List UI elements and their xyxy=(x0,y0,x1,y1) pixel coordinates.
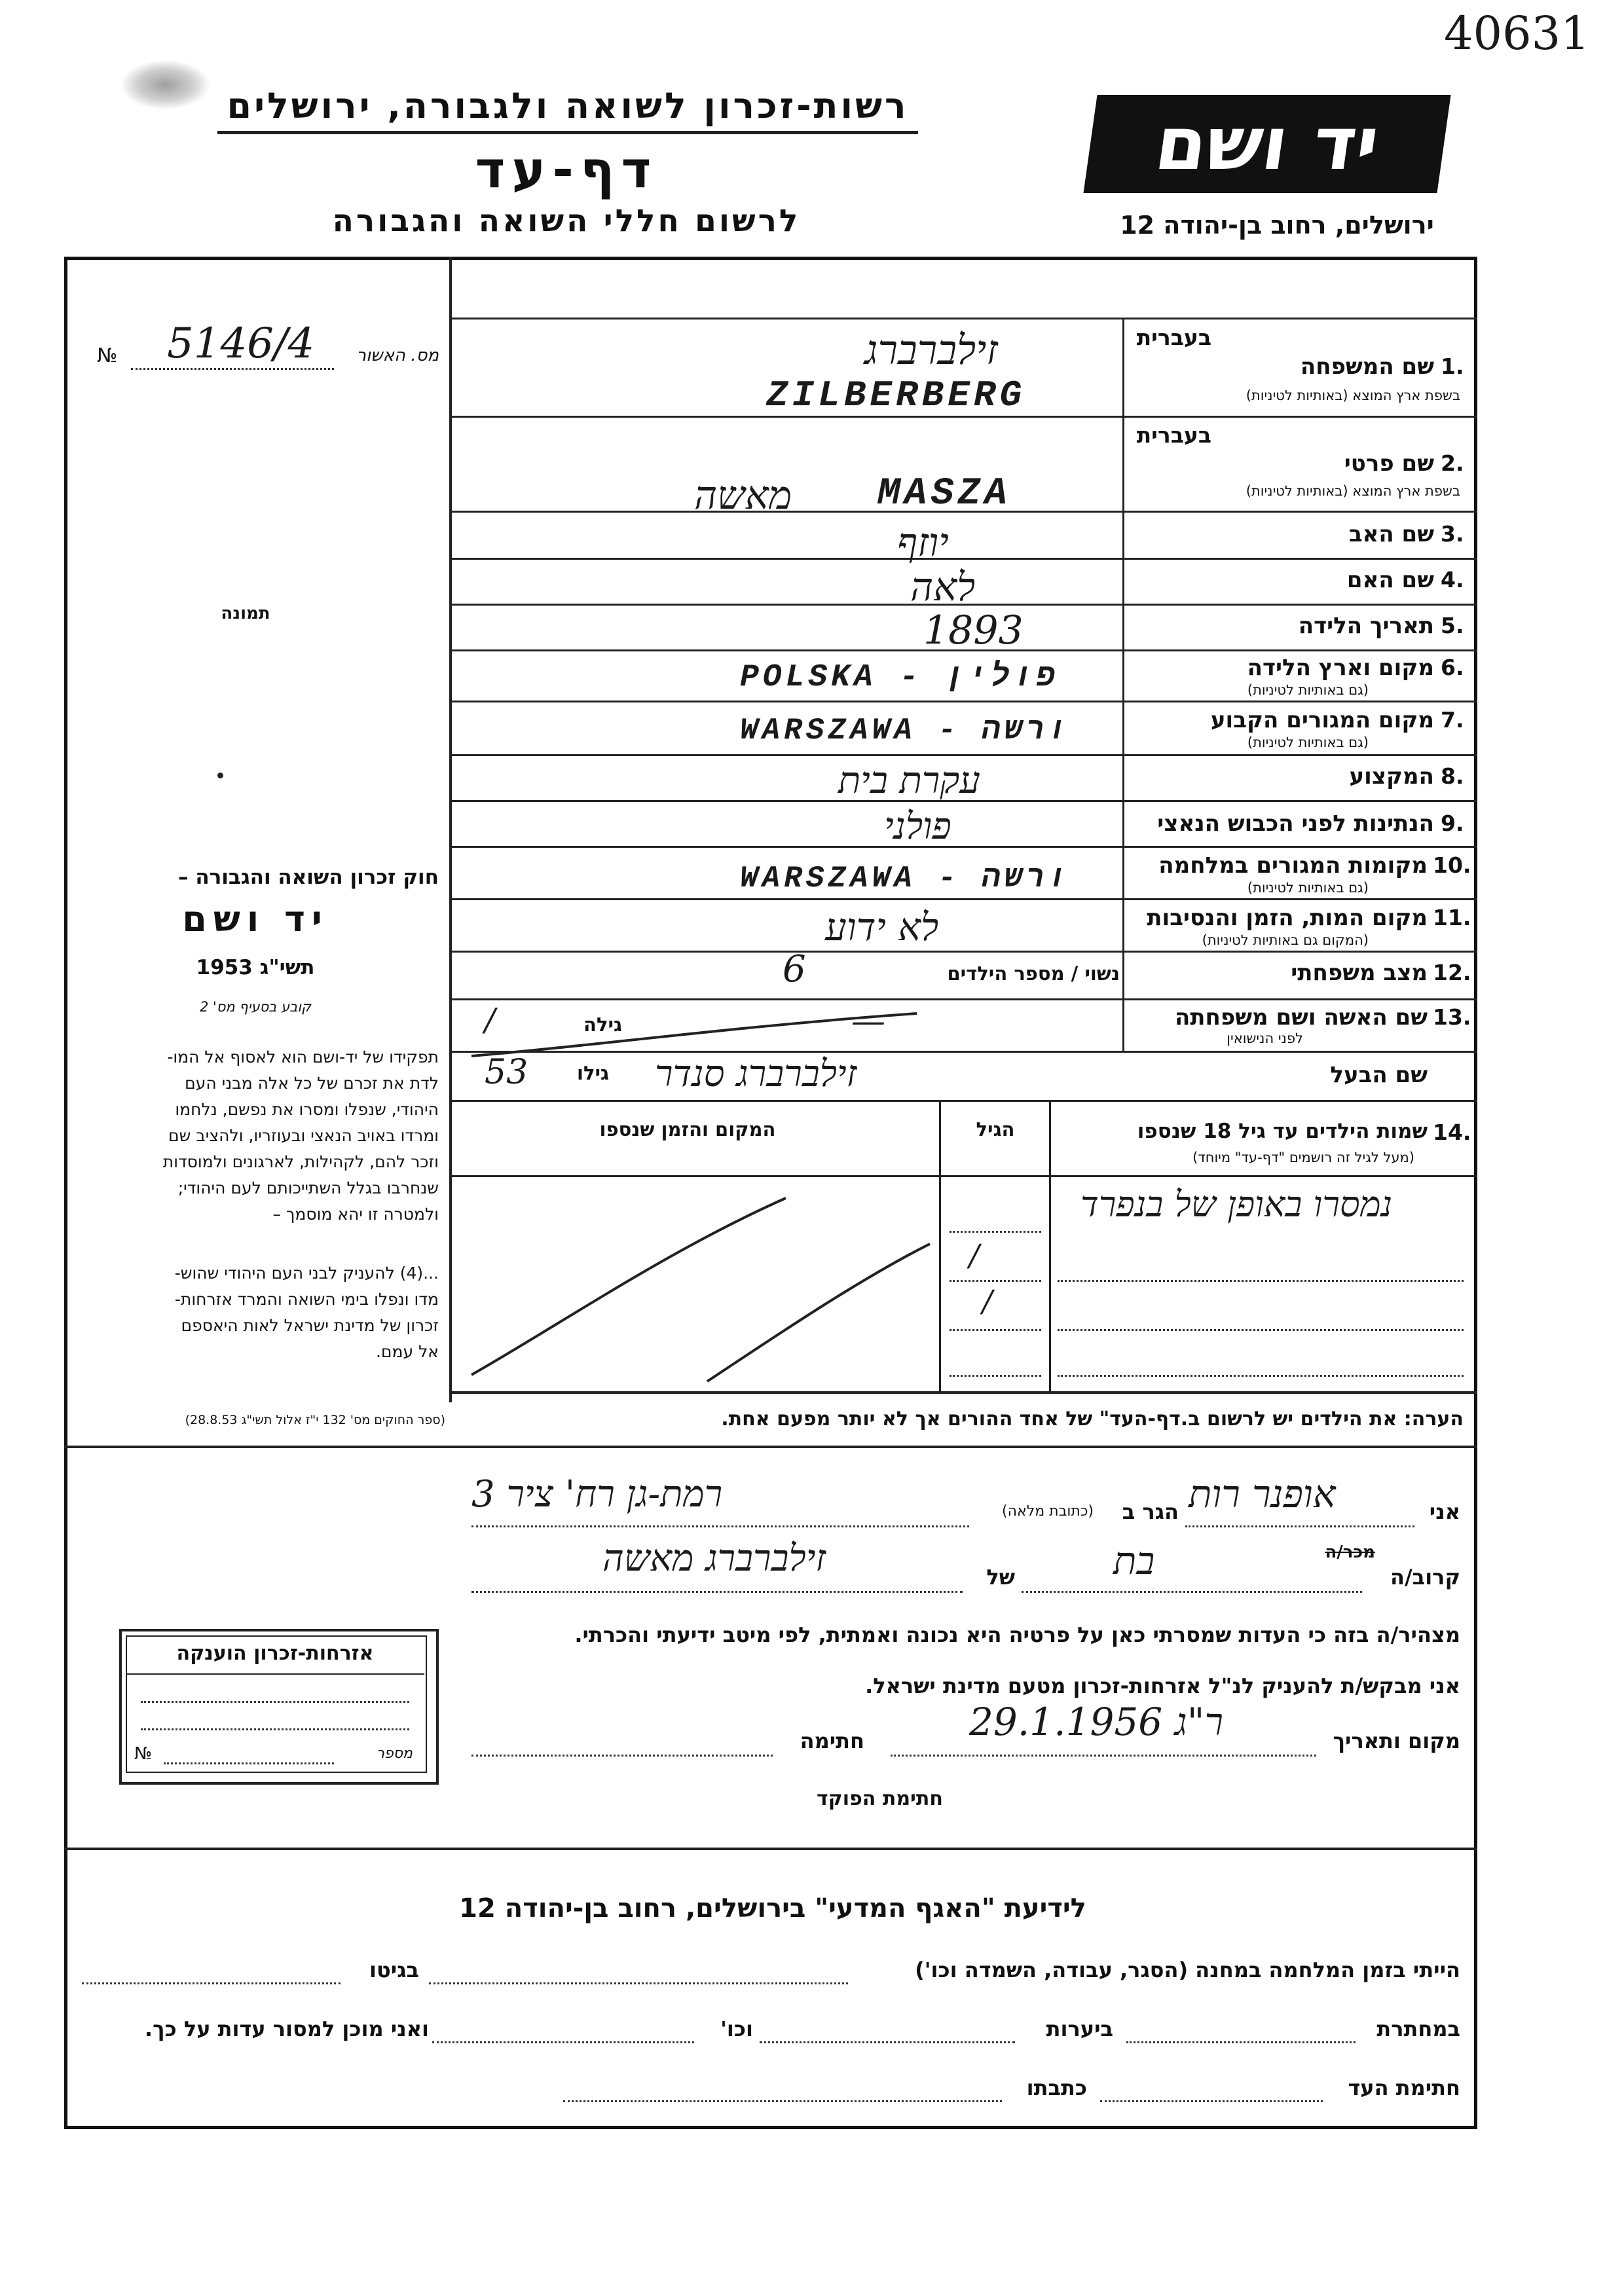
request-text: אני מבקש/ת להעניק לנ"ל אזרחות-זכרון מטעם מדינת ישראל. xyxy=(865,1673,1460,1698)
field-label-wartime-residence: מקומות המגורים במלחמה xyxy=(1158,852,1428,879)
approval-label: מס. האשור xyxy=(356,346,439,365)
value-birth-place: POLSKA - פולין xyxy=(740,660,1060,695)
value-surname-hebrew: זילברברג xyxy=(864,326,998,374)
section-divider-full xyxy=(64,1446,1477,1448)
child-age-dots xyxy=(950,1329,1041,1331)
citizenship-title-rule xyxy=(126,1673,424,1675)
left-column-divider xyxy=(449,257,452,1402)
child-name-dots xyxy=(1058,1280,1464,1282)
child-name-dots xyxy=(1058,1329,1464,1331)
row-line xyxy=(449,1100,1477,1102)
row-line xyxy=(449,754,1477,756)
bottom-line2-c: וכו' xyxy=(720,2016,753,2041)
law-line: שנחרבו בגלל השתייכותם לעם היהודי; xyxy=(177,1178,439,1197)
field-sub-birth-place: (גם באותיות לטיניות) xyxy=(1247,682,1369,698)
field-sub-wife: לפני הנישואין xyxy=(1227,1030,1303,1046)
bottom-line3-a: חתימת העד xyxy=(1348,2075,1460,2100)
field-husband-age-label: גילו xyxy=(577,1062,609,1084)
row-line xyxy=(449,951,1477,953)
value-first-name-hebrew: מאשה xyxy=(694,473,792,519)
value-mother-name: לאה xyxy=(910,564,976,610)
bottom-line1-dots-b xyxy=(82,1982,341,1984)
field-number-8: 8. xyxy=(1441,763,1464,789)
relation-dots xyxy=(1022,1591,1362,1593)
label-column-divider xyxy=(1122,318,1124,1051)
form-title: דף-עד xyxy=(475,141,658,200)
field-label-death: מקום המות, הזמן והנסיבות xyxy=(1147,905,1428,931)
value-residence: WARSZAWA - ורשה xyxy=(740,714,1071,748)
citizenship-title: אזרחות-זכרון הוענקה xyxy=(176,1642,374,1665)
official-signature-label: חתימת הפוקד xyxy=(817,1787,943,1810)
row-line xyxy=(449,701,1477,702)
value-children-note: נמסרו באופן של בנפרד xyxy=(1080,1184,1393,1225)
field-number-14: 14. xyxy=(1433,1120,1471,1145)
bottom-line2-dots-b xyxy=(760,2041,1015,2043)
bottom-line1-end: בגיטו xyxy=(369,1958,419,1982)
law-line: וזכר להם, לקהילות, לארגונים ולמוסדות xyxy=(162,1152,439,1171)
field-label-surname: שם המשפחה xyxy=(1300,354,1434,380)
declarant-name-dots xyxy=(1185,1525,1414,1527)
citizenship-number-dots xyxy=(164,1762,334,1764)
header-rule xyxy=(217,131,918,134)
row-line xyxy=(449,558,1477,560)
law-source: (ספר החוקים מס' 132 י"ז אלול תשי"ג 28.8.53) xyxy=(185,1413,445,1427)
field-lang-hebrew-1: בעברית xyxy=(1136,325,1211,350)
approval-number: 5146/4 xyxy=(167,319,315,368)
bottom-line1: הייתי בזמן המלחמה במחנה (הסגר, עבודה, השמדה וכו') xyxy=(915,1958,1460,1982)
declarant-gar-b: הגר ב xyxy=(1122,1499,1179,1524)
law-title: חוק זכרון השואה והגבורה – xyxy=(178,866,439,889)
field-label-wife: שם האשה ושם משפחתה xyxy=(1174,1004,1428,1030)
child-age-dots xyxy=(950,1231,1041,1233)
bottom-line2-dots-c xyxy=(432,2041,694,2043)
field-number-10: 10. xyxy=(1433,852,1471,878)
field-sub-surname: בשפת ארץ המוצא (באותיות לטיניות) xyxy=(1246,388,1460,403)
authority-heading: רשות-זכרון לשואה ולגבורה, ירושלים xyxy=(227,85,909,126)
value-nationality: פולני xyxy=(884,805,951,848)
citizenship-no-sign: № xyxy=(134,1744,153,1764)
signature-dots xyxy=(471,1755,773,1757)
children-label: שמות הילדים עד גיל 18 שנספו xyxy=(1137,1120,1428,1143)
field-label-birth-date: תאריך הלידה xyxy=(1298,613,1434,639)
field-number-2: 2. xyxy=(1441,450,1464,476)
field-wife-age-label: גילה xyxy=(583,1013,622,1036)
field-label-residence: מקום המגורים הקבוע xyxy=(1210,707,1434,733)
field-label-first-name: שם פרטי xyxy=(1344,450,1434,477)
value-children-count: 6 xyxy=(783,948,806,991)
children-col-age: הגיל xyxy=(976,1118,1015,1140)
field-number-11: 11. xyxy=(1433,905,1471,930)
law-line: תפקידו של יד-ושם הוא לאסוף אל המו- xyxy=(167,1048,439,1066)
approval-no-sign: № xyxy=(97,344,118,367)
law-line: ולמטרה זו יהא מוסמך – xyxy=(272,1205,439,1224)
field-label-mother: שם האם xyxy=(1346,567,1434,593)
citizenship-dots xyxy=(141,1728,409,1730)
law-line: זכרון של מדינת ישראל לאות היאספם xyxy=(181,1316,439,1335)
approval-dotline xyxy=(131,368,334,370)
law-line: מדו ונפלו בימי השואה והמרד אזרחות- xyxy=(174,1290,439,1309)
value-wartime-residence: WARSZAWA - ורשה xyxy=(740,862,1071,896)
field-label-birth-place: מקום וארץ הלידה xyxy=(1247,655,1434,681)
child-age-dots xyxy=(950,1375,1041,1377)
bottom-line3-b: כתבתו xyxy=(1026,2075,1087,2100)
declarant-name: אופנר רות xyxy=(1189,1472,1336,1516)
child-age-dots xyxy=(950,1280,1041,1282)
value-father-name: יוזף xyxy=(897,520,949,566)
yad-vashem-logo: יד ושם xyxy=(1083,95,1450,193)
citizenship-number-label: מספר xyxy=(376,1745,413,1762)
field-label-husband: שם הבעל xyxy=(1330,1062,1428,1088)
children-strike-lines xyxy=(458,1178,943,1394)
row-line xyxy=(449,898,1477,900)
law-line: היהודי, שנפלו ומסרו את נפשם, נלחמו xyxy=(175,1100,439,1119)
value-surname-latin: ZILBERBERG xyxy=(766,374,1026,416)
field-sub-residence: (גם באותיות לטיניות) xyxy=(1247,735,1369,750)
bottom-line3-dots-a xyxy=(1100,2100,1323,2102)
photo-label: תמונה xyxy=(221,604,270,623)
child-age-slash: / xyxy=(969,1237,980,1273)
relation-value: בת xyxy=(1113,1539,1155,1583)
field-number-13: 13. xyxy=(1433,1004,1471,1030)
field-label-father: שם האב xyxy=(1348,521,1434,547)
bottom-line2-a: במחתרת xyxy=(1376,2016,1460,2041)
signature-label: חתימה xyxy=(800,1728,864,1753)
value-husband-age: 53 xyxy=(485,1053,528,1092)
field-number-1: 1. xyxy=(1441,354,1464,379)
field-lang-hebrew-2: בעברית xyxy=(1136,422,1211,448)
law-line: לדת את זכרם של כל אלה מבני העם xyxy=(185,1074,439,1093)
value-death-place: לא ידוע xyxy=(825,905,939,949)
child-age-slash: / xyxy=(982,1283,993,1319)
field-label-nationality: הנתינות לפני הכבוש הנאצי xyxy=(1157,811,1434,837)
field-label-profession: המקצוע xyxy=(1349,763,1434,790)
note-text: הערה: את הילדים יש לרשום ב.דף-העד" של אחד ההורים אך לא יותר מפעם אחת. xyxy=(721,1408,1464,1430)
field-extra-married: נשוי / מספר הילדים xyxy=(947,962,1120,985)
declarant-address-dots xyxy=(471,1525,969,1527)
dot-mark xyxy=(217,773,223,778)
field-sub-first-name: בשפת ארץ המוצא (באותיות לטיניות) xyxy=(1246,483,1460,499)
field-sub-death: (המקום גם באותיות לטיניות) xyxy=(1202,932,1369,948)
place-date-value: ר"ג 29.1.1956 xyxy=(969,1700,1223,1744)
bottom-line2-dots-a xyxy=(1126,2041,1356,2043)
relative-of-value: זילברברג מאשה xyxy=(602,1537,826,1580)
child-name-dots xyxy=(1058,1375,1464,1377)
law-clause: קובע בסעיף מס' 2 xyxy=(199,999,311,1015)
stamp-smudge xyxy=(121,60,210,109)
law-name: יד ושם xyxy=(182,898,329,939)
archive-number: 40631 xyxy=(1444,7,1590,60)
top-band-line xyxy=(449,318,1477,319)
field-number-3: 3. xyxy=(1441,521,1464,547)
bottom-line1-dots-a xyxy=(429,1982,848,1984)
declarant-address: רמת-גן רח' ציר 3 xyxy=(471,1473,723,1516)
form-subtitle: לרשום חללי השואה והגבורה xyxy=(332,203,801,239)
relation-struck: מכר/ה xyxy=(1325,1542,1375,1562)
relative-of-label: של xyxy=(986,1565,1015,1590)
relative-label: קרוב/ה xyxy=(1390,1565,1460,1590)
value-first-name-latin: MASZA xyxy=(877,473,1012,515)
children-age-col-right xyxy=(1049,1100,1051,1391)
field-number-7: 7. xyxy=(1441,707,1464,733)
field-number-4: 4. xyxy=(1441,567,1464,592)
law-line: ...(4) להעניק לבני העם היהודי שהוש- xyxy=(174,1264,439,1283)
declarant-ani: אני xyxy=(1429,1499,1460,1524)
children-col-place: המקום והזמן שנספו xyxy=(599,1118,776,1140)
law-line: אל עמם. xyxy=(375,1342,439,1361)
field-label-family-status: מצב משפחתי xyxy=(1291,960,1428,986)
value-wife-name: — xyxy=(851,1002,885,1041)
value-wife-age: / xyxy=(485,1002,496,1038)
citizenship-dots xyxy=(141,1701,409,1703)
children-sub: (מעל לגיל זה רושמים "דף-עד" מיוחד) xyxy=(1192,1150,1414,1165)
children-header-line xyxy=(449,1175,1477,1177)
bottom-line2-b: ביערות xyxy=(1046,2016,1113,2041)
field-number-6: 6. xyxy=(1441,655,1464,680)
row-line xyxy=(449,846,1477,848)
place-date-dots xyxy=(891,1755,1316,1757)
field-number-9: 9. xyxy=(1441,811,1464,836)
address-header: ירושלים, רחוב בן-יהודה 12 xyxy=(1120,211,1434,240)
bottom-section-divider xyxy=(64,1848,1477,1850)
relative-of-dots xyxy=(471,1591,963,1593)
bottom-line3-dots-b xyxy=(563,2100,1002,2102)
field-sub-wartime-residence: (גם באותיות לטיניות) xyxy=(1247,880,1369,896)
value-husband-name: זילברברג סנדר xyxy=(655,1053,857,1095)
bottom-title: לידיעת "האגף המדעי" בירושלים, רחוב בן-יהודה 12 xyxy=(459,1893,1086,1923)
value-profession: עקרת בית xyxy=(838,759,980,802)
law-line: ומרדו באויב הנאצי ובעוזריו, ולהציב שם xyxy=(168,1126,439,1145)
field-number-12: 12. xyxy=(1433,960,1471,985)
value-birth-date: 1893 xyxy=(923,608,1024,653)
declarant-address-hint: (כתובת מלאה) xyxy=(1002,1503,1094,1520)
law-year: תשי"ג 1953 xyxy=(196,956,315,979)
declaration-text: מצהיר/ה בזה כי העדות שמסרתי כאן על פרטיה היא נכונה ואמתית, לפי מיטב ידיעתי והכרתי. xyxy=(574,1622,1460,1647)
place-date-label: מקום ותאריך xyxy=(1333,1728,1460,1753)
bottom-line2-end: ואני מוכן למסור עדות על כך. xyxy=(144,2016,429,2041)
field-number-5: 5. xyxy=(1441,613,1464,638)
